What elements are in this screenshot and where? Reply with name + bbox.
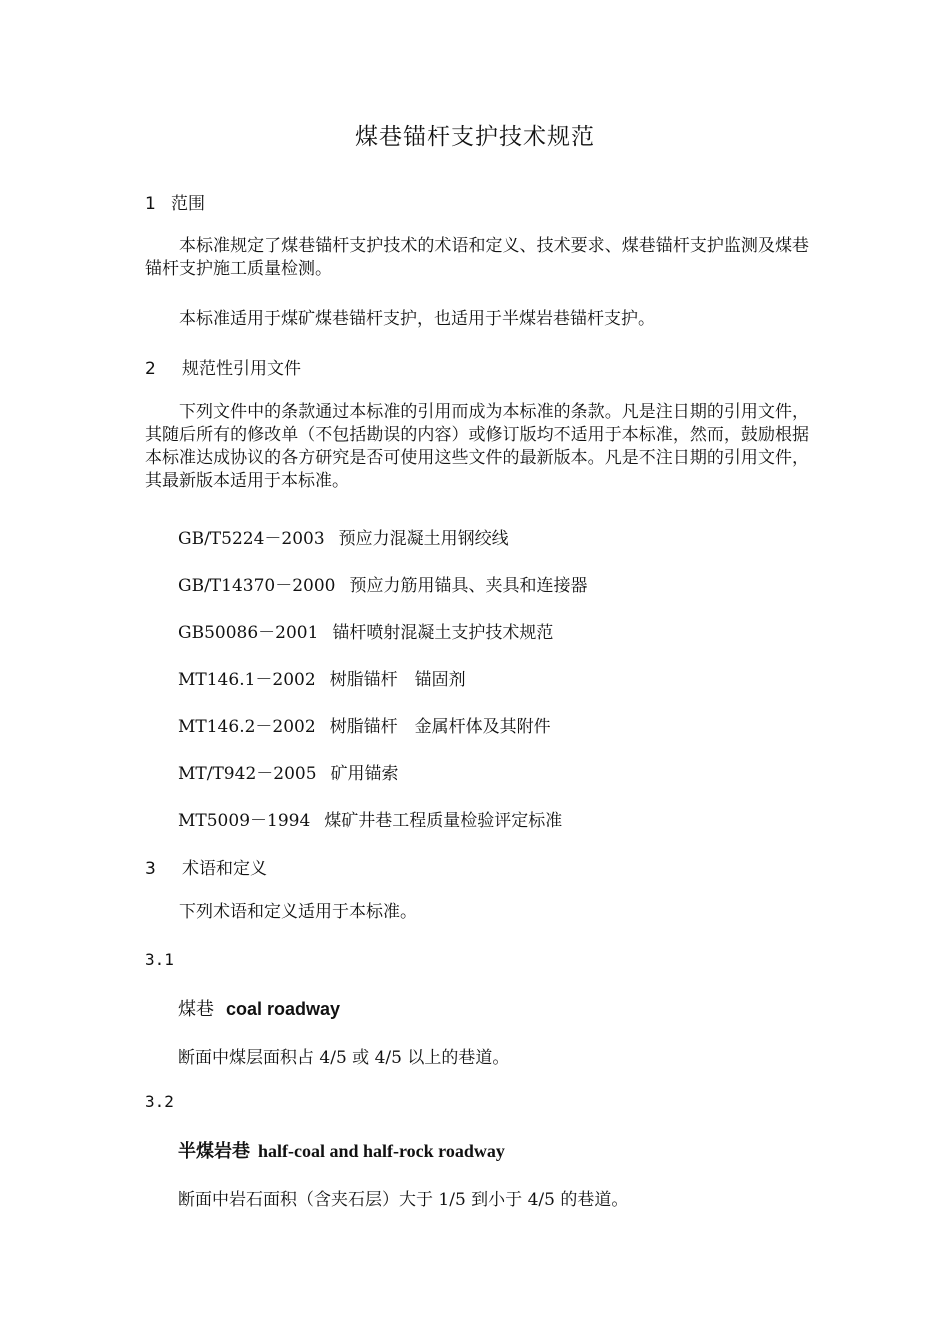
term-english: half-coal and half-rock roadway [258,1141,505,1161]
reference-name: 树脂锚杆 金属杆体及其附件 [329,717,551,737]
reference-item [178,524,509,549]
term-chinese: 半煤岩巷 [178,1141,250,1162]
reference-code: GB/T14370－2000 [178,576,336,596]
reference-item [178,571,587,596]
reference-item [178,712,551,737]
section-number: 3 [145,859,156,879]
document-title: 煤巷锚杆支护技术规范 [355,124,595,150]
reference-code: MT5009－1994 [178,811,311,831]
reference-code: GB/T5224－2003 [178,529,325,549]
term-english: coal roadway [226,999,341,1019]
reference-item [178,665,466,690]
reference-name: 预应力筋用锚具、夹具和连接器 [349,576,588,596]
paragraph-terms-intro: 下列术语和定义适用于本标准。 [179,902,417,922]
term-definition: 断面中岩石面积（含夹石层）大于 1/5 到小于 4/5 的巷道。 [178,1190,629,1210]
reference-item [178,806,562,831]
paragraph-references-intro: 下列文件中的条款通过本标准的引用而成为本标准的条款。凡是注日期的引用文件，其随后所有的修改单（不包括勘误的内容）或修订版均不适用于本标准，然而，鼓励根据本标准达成协议的各方研究是否可使用这些文件的最新版本。凡是不注日期的引用文件，其最新版本适用于本标准。 [145,402,809,491]
reference-code: MT146.2－2002 [178,717,316,737]
section-number: 2 [145,359,156,379]
section-number: 1 [145,194,156,214]
reference-code: MT146.1－2002 [178,670,316,690]
section-title: 术语和定义 [182,859,267,879]
term-chinese: 煤巷 [178,999,214,1020]
section-heading-terms-definitions [145,854,267,879]
reference-code: MT/T942－2005 [178,764,317,784]
term-heading [178,1137,505,1163]
clause-number: 3.1 [145,950,174,969]
term-heading [178,995,340,1021]
section-title: 规范性引用文件 [182,359,301,379]
clause-number: 3.2 [145,1092,174,1111]
section-title: 范围 [171,194,205,214]
reference-name: 煤矿井巷工程质量检验评定标准 [324,811,563,831]
reference-code: GB50086－2001 [178,623,319,643]
reference-item [178,759,399,784]
paragraph-scope-1: 本标准规定了煤巷锚杆支护技术的术语和定义、技术要求、煤巷锚杆支护监测及煤巷锚杆支护施工质量检测。 [145,236,809,279]
paragraph-scope-2: 本标准适用于煤矿煤巷锚杆支护，也适用于半煤岩巷锚杆支护。 [179,309,655,329]
reference-name: 矿用锚索 [330,764,399,784]
reference-item [178,618,553,643]
section-heading-normative-references [145,354,301,379]
reference-name: 锚杆喷射混凝土支护技术规范 [332,623,554,643]
reference-name: 预应力混凝土用钢绞线 [338,529,509,549]
term-definition: 断面中煤层面积占 4/5 或 4/5 以上的巷道。 [178,1048,510,1068]
section-heading-scope [145,189,205,214]
reference-name: 树脂锚杆 锚固剂 [329,670,466,690]
